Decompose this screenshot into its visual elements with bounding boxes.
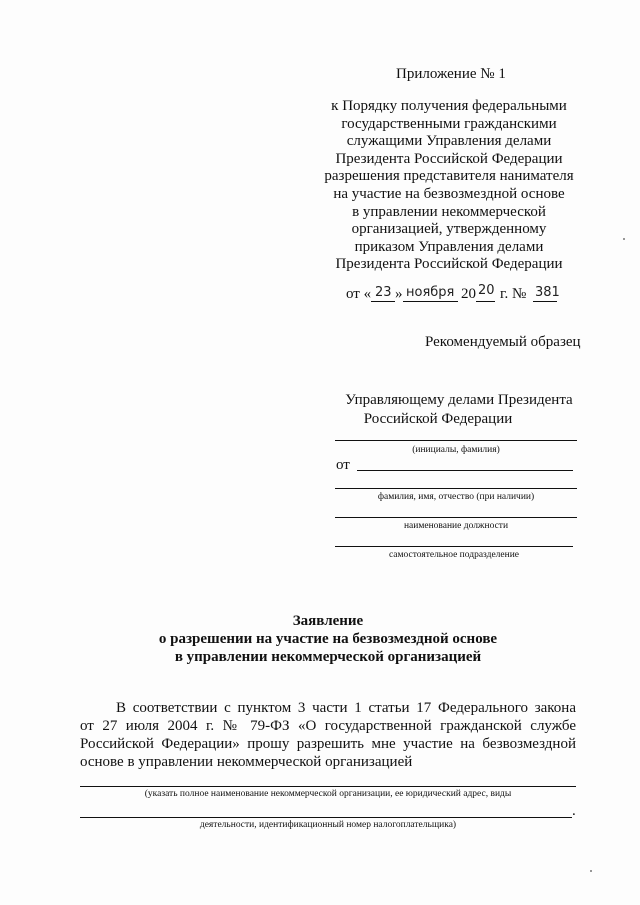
heading-line-2: о разрешении на участие на безвозмездной основе (158, 631, 498, 647)
sample-label: Рекомендуемый образец (425, 334, 581, 350)
date-year-suffix: 20 (478, 283, 495, 298)
organization-line-2 (80, 817, 572, 818)
date-month-underline (403, 301, 458, 302)
body-line-4: основе в управлении некоммерческой организацией (80, 754, 413, 770)
fio-line (335, 488, 577, 489)
heading-title: Заявление (292, 613, 364, 629)
order-line: государственными гражданскими (341, 115, 557, 132)
from-line (357, 470, 573, 471)
position-caption: наименование должности (403, 521, 509, 531)
scan-speck (623, 238, 625, 240)
organization-caption-2: деятельности, идентификационный номер налогоплательщика) (199, 820, 457, 830)
date-number-underline (533, 301, 557, 302)
order-line: Президента Российской Федерации (335, 256, 563, 273)
initials-line (335, 440, 577, 441)
order-line: служащими Управления делами (346, 133, 552, 150)
body-line-2: от 27 июля 2004 г. № 79-ФЗ «О государственной гражданской службе (80, 718, 576, 734)
date-number-prefix: г. № (500, 286, 527, 302)
date-day: 23 (375, 285, 392, 300)
date-day-underline (371, 301, 395, 302)
appendix-order-block (318, 98, 580, 274)
body-line-3: Российской Федерации» прошу разрешить мне участие на безвозмездной (80, 736, 576, 752)
date-year-underline (476, 301, 495, 302)
order-line: приказом Управления делами (354, 238, 544, 255)
body-line-1: В соответствии с пунктом 3 части 1 статьи 17 Федерального закона (116, 700, 576, 716)
order-line: организацией, утвержденному (351, 221, 547, 238)
order-line: Президента Российской Федерации (335, 150, 563, 167)
order-line: в управлении некоммерческой (352, 203, 546, 220)
scan-speck (590, 870, 592, 872)
date-month: ноября (406, 285, 455, 300)
date-quote-close: » (395, 286, 403, 302)
subdivision-caption: самостоятельное подразделение (388, 550, 520, 560)
trailing-dot: . (572, 803, 576, 819)
organization-caption-1: (указать полное наименование некоммерческой организации, ее юридический адрес, виды (144, 789, 512, 799)
order-line: на участие на безвозмездной основе (333, 185, 565, 202)
appendix-title: Приложение № 1 (396, 66, 506, 82)
order-line: разрешения представителя нанимателя (324, 168, 574, 185)
date-year-prefix: 20 (461, 286, 476, 302)
order-line: к Порядку получения федеральными (331, 98, 567, 114)
addressee-line-2: Российской Федерации (363, 411, 513, 427)
addressee-line-1: Управляющему делами Президента (345, 392, 573, 408)
fio-caption: фамилия, имя, отчество (при наличии) (377, 492, 535, 502)
date-prefix: от « (346, 286, 372, 302)
heading-line-3: в управлении некоммерческой организацией (174, 649, 482, 665)
initials-caption: (инициалы, фамилия) (412, 445, 500, 455)
organization-line-1 (80, 786, 576, 787)
subdivision-line (335, 546, 573, 547)
position-line (335, 517, 577, 518)
from-label: от (336, 457, 350, 473)
date-number: 381 (535, 285, 560, 300)
